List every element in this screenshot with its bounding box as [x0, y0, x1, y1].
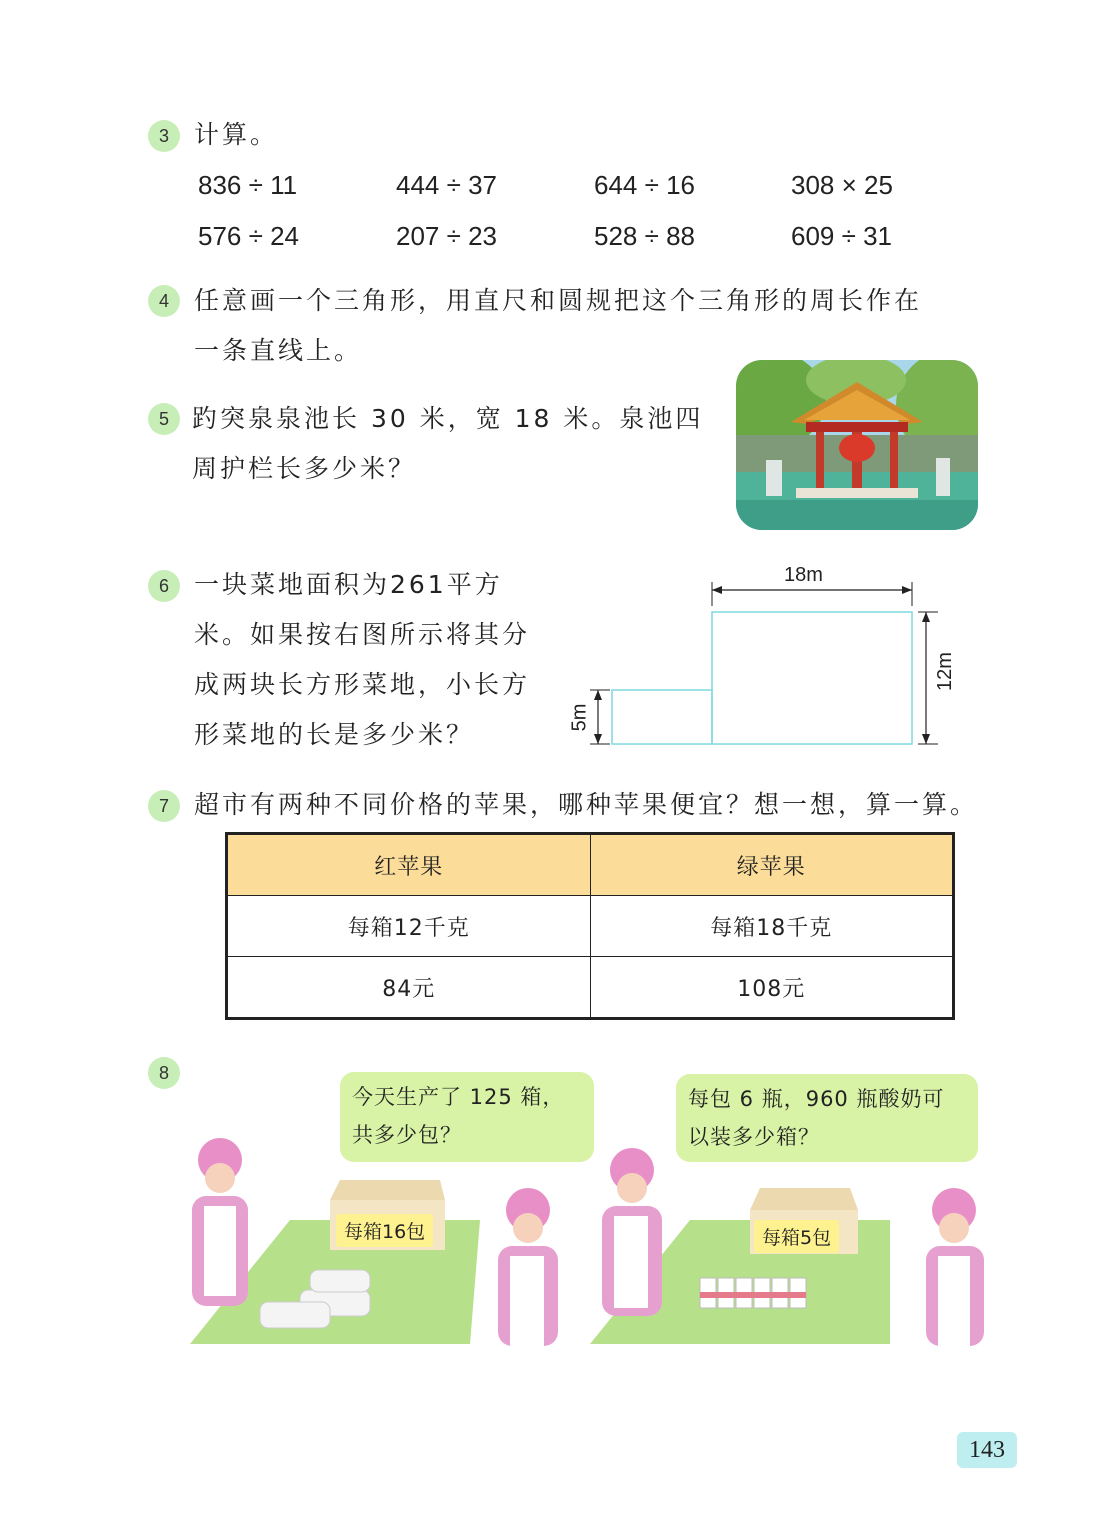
header-red-apple: 红苹果 [227, 834, 591, 896]
bubble-left-line-1: 今天生产了 125 箱， [352, 1085, 565, 1109]
small-rectangle [612, 690, 712, 744]
calc-5: 576 ÷ 24 [198, 221, 300, 251]
q6-line-3: 成两块长方形菜地，小长方 [194, 670, 531, 699]
box-label-left: 每箱16包 [336, 1214, 433, 1247]
dim-left-label: 5m [568, 703, 591, 732]
question-number-6: 6 [148, 570, 180, 602]
q5-line-2: 周护栏长多少米？ [192, 454, 417, 483]
bubble-right-line-2: 以装多少箱？ [688, 1125, 820, 1149]
question-number-7: 7 [148, 790, 180, 822]
calc-1: 836 ÷ 11 [198, 170, 298, 200]
bubble-right-line-1: 每包 6 瓶，960 瓶酸奶可 [688, 1087, 945, 1111]
calc-2: 444 ÷ 37 [396, 170, 498, 200]
calc-6: 207 ÷ 23 [396, 221, 498, 251]
speech-bubble-left [340, 1072, 594, 1162]
question-number-8: 8 [148, 1057, 180, 1089]
worker-right-1 [602, 1148, 662, 1316]
large-rectangle [712, 612, 912, 744]
worker-left-1 [192, 1138, 248, 1306]
q4-line-2: 一条直线上。 [194, 336, 363, 365]
q6-line-2: 米。如果按右图所示将其分 [194, 620, 531, 649]
red-price: 84元 [227, 957, 591, 1019]
q4-line-1: 任意画一个三角形，用直尺和圆规把这个三角形的周长作在 [194, 286, 923, 315]
worker-right-2 [926, 1188, 984, 1346]
q6-line-4: 形菜地的长是多少米？ [194, 720, 475, 749]
table-row [227, 896, 954, 957]
calc-7: 528 ÷ 88 [594, 221, 696, 251]
q7-instruction: 超市有两种不同价格的苹果，哪种苹果便宜？想一想，算一算。 [194, 790, 979, 819]
calc-8: 609 ÷ 31 [791, 221, 893, 251]
speech-bubble-right [676, 1074, 978, 1162]
green-weight: 每箱18千克 [590, 896, 954, 957]
dim-right-label: 12m [933, 652, 956, 691]
box-label-right: 每箱5包 [754, 1220, 839, 1253]
calc-4: 308 × 25 [791, 170, 893, 200]
green-price: 108元 [590, 957, 954, 1019]
q3-instruction: 计算。 [194, 120, 279, 149]
question-number-4: 4 [148, 285, 180, 317]
garden-diagram [560, 560, 980, 760]
red-weight: 每箱12千克 [227, 896, 591, 957]
question-number-5: 5 [148, 403, 180, 435]
calc-3: 644 ÷ 16 [594, 170, 696, 200]
bubble-left-line-2: 共多少包？ [352, 1123, 462, 1147]
q6-line-1: 一块菜地面积为261平方 [194, 570, 503, 599]
page-number: 143 [957, 1432, 1017, 1468]
q5-line-1: 趵突泉泉池长 30 米，宽 18 米。泉池四 [192, 404, 704, 433]
table-header-row [227, 834, 954, 896]
pavilion-photo [736, 360, 978, 530]
header-green-apple: 绿苹果 [590, 834, 954, 896]
worker-left-2 [498, 1188, 558, 1346]
table-row [227, 957, 954, 1019]
apple-price-table [225, 832, 955, 1020]
question-number-3: 3 [148, 120, 180, 152]
dim-top-label: 18m [784, 564, 823, 586]
